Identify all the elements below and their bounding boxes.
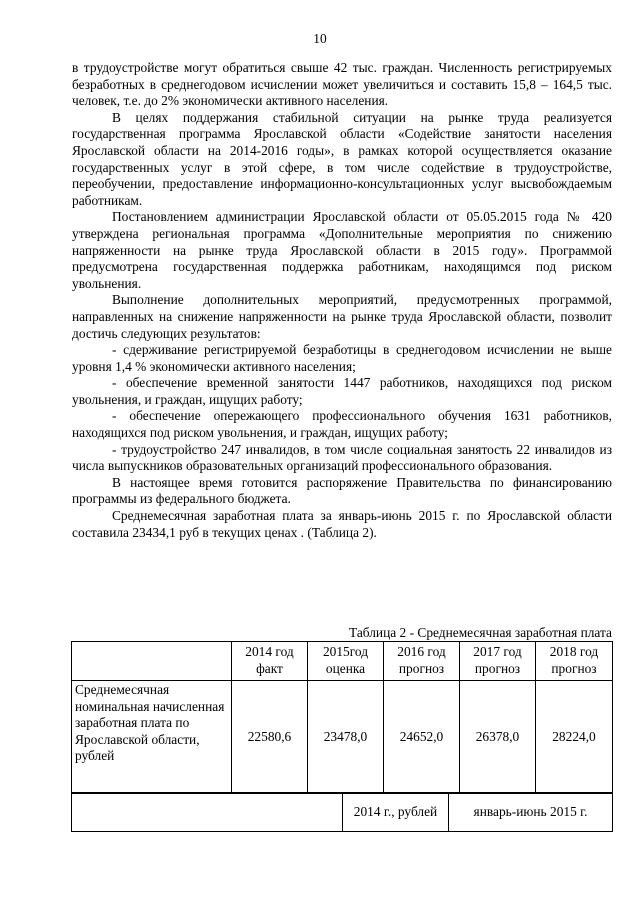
list-item: - обеспечение временной занятости 1447 работников, находящихся под риском увольнения, и граждан, ищущих работу; — [72, 375, 612, 407]
paragraph: Среднемесячная заработная плата за январь-июнь 2015 г. по Ярославской области составила 23434,1 руб в текущих ценах . (Таблица 2). — [72, 508, 612, 540]
table-header-cell — [72, 642, 232, 681]
table-header-cell: 2018 год прогноз — [536, 642, 613, 681]
paragraph: В настоящее время готовится распоряжение Правительства по финансированию программы из федерального бюджета. — [72, 474, 612, 507]
paragraph: Постановлением администрации Ярославской области от 05.05.2015 года № 420 утверждена региональная программа «Дополнительные мероприятия по снижению напряженности на рынке труда Ярославской области в 2015 году». Программой предусмотрена государственная поддержка работникам, находящимся под риском увольнения. — [72, 209, 612, 291]
table-header-cell: 2014 г., рублей — [343, 793, 449, 832]
table-row — [72, 681, 613, 794]
table-header-cell: январь-июнь 2015 г. — [449, 793, 613, 832]
salary-table — [71, 641, 613, 794]
list-item: - обеспечение опережающего профессионального обучения 1631 работников, находящихся под риском увольнения, и граждан, ищущих работу; — [72, 408, 612, 441]
table-cell: 23478,0 — [308, 681, 384, 794]
table-header-cell: 2016 год прогноз — [384, 642, 460, 681]
paragraph: В целях поддержания стабильной ситуации на рынке труда реализуется государственная программа Ярославской области «Содействие занятости населения Ярославской области на 2014-2016 годы», в рамках которой осуществляется оказание государственных услуг в этой сфере, в том числе содействие в трудоустройстве, переобучении, предоставление информационно-консультационных услуг высвобождаемым работникам. — [72, 109, 612, 208]
paragraph: в трудоустройстве могут обратиться свыше 42 тыс. граждан. Численность регистрируемых безработных в среднегодовом исчислении может увеличиться и составить 15,8 – 164,5 тыс. человек, т.е. до 2% экономически активного населения. — [72, 60, 612, 109]
table-header-row — [72, 642, 613, 681]
table-caption: Таблица 2 - Среднемесячная заработная плата — [348, 625, 612, 640]
table-header-cell: 2017 год прогноз — [460, 642, 536, 681]
table-header-cell: 2014 год факт — [232, 642, 308, 681]
table-cell: 22580,6 — [232, 681, 308, 794]
page-number: 10 — [313, 31, 327, 46]
row-label: Среднемесячная номинальная начисленная заработная плата по Ярославской области, рублей — [72, 681, 232, 794]
list-item: - сдерживание регистрируемой безработицы в среднегодовом исчислении не выше уровня 1,4 % экономически активного населения; — [72, 342, 612, 374]
table-cell: 24652,0 — [384, 681, 460, 794]
paragraph: Выполнение дополнительных мероприятий, предусмотренных программой, направленных на снижение напряженности на рынке труда Ярославской области, позволит достичь следующих результатов: — [72, 292, 612, 341]
table-header-cell — [72, 793, 343, 832]
table-cell: 28224,0 — [536, 681, 613, 794]
list-item: - трудоустройство 247 инвалидов, в том числе социальная занятость 22 инвалидов из числа выпускников образовательных организаций профессионального образования. — [72, 441, 612, 474]
table-header-cell: 2015год оценка — [308, 642, 384, 681]
table-header-row — [72, 793, 613, 832]
body-text — [72, 60, 612, 541]
table-cell: 26378,0 — [460, 681, 536, 794]
next-table-header — [71, 792, 613, 832]
